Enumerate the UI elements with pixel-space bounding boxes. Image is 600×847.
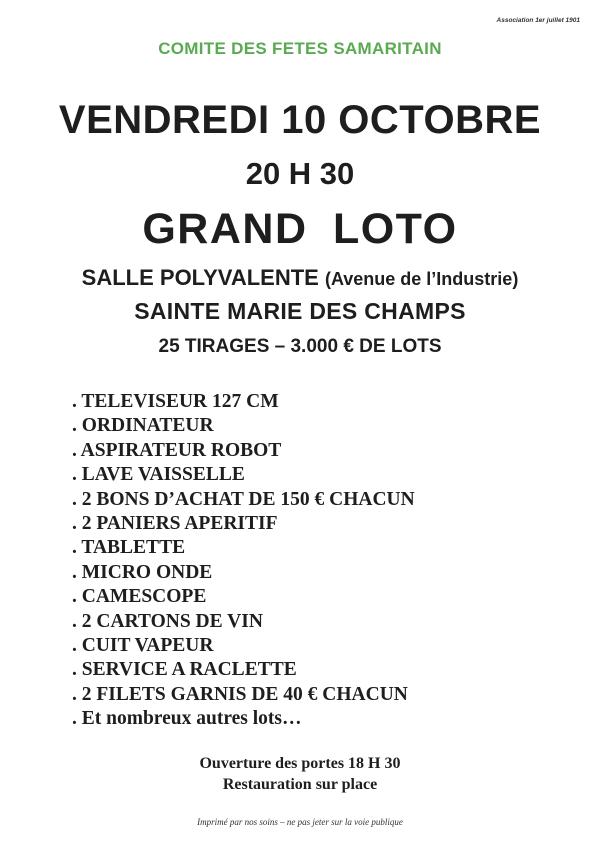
prize-item: . MICRO ONDE (72, 561, 213, 583)
prize-item: . SERVICE A RACLETTE (72, 659, 297, 681)
prize-item: . 2 FILETS GARNIS DE 40 € CHACUN (72, 683, 408, 705)
draws-summary: 25 TIRAGES – 3.000 € DE LOTS (158, 336, 442, 357)
venue-name: SALLE POLYVALENTE (81, 265, 319, 290)
organizer-name: COMITE DES FETES SAMARITAIN (158, 39, 442, 58)
prize-item: . LAVE VAISSELLE (72, 464, 245, 486)
printer-note: Imprimé par nos soins – ne pas jeter sur la voie publique (197, 817, 403, 827)
prize-list (72, 390, 415, 731)
event-town: SAINTE MARIE DES CHAMPS (134, 298, 466, 324)
event-date: VENDREDI 10 OCTOBRE (58, 98, 542, 142)
prize-item: . TABLETTE (72, 537, 186, 559)
doors-open: Ouverture des portes 18 H 30 (199, 755, 401, 772)
prize-item: . ORDINATEUR (72, 415, 214, 437)
event-time: 20 H 30 (245, 156, 355, 191)
prize-item: . 2 CARTONS DE VIN (72, 610, 263, 632)
event-title: GRAND LOTO (142, 205, 458, 253)
prize-item: . TELEVISEUR 127 CM (72, 391, 279, 412)
prize-item: . CAMESCOPE (72, 586, 207, 608)
prize-item: . CUIT VAPEUR (72, 634, 214, 656)
prize-item: . 2 PANIERS APERITIF (72, 512, 278, 534)
venue-line (0, 265, 600, 291)
catering-note: Restauration sur place (222, 776, 378, 793)
prize-item: . ASPIRATEUR ROBOT (72, 439, 282, 461)
prize-item: . 2 BONS D’ACHAT DE 150 € CHACUN (72, 488, 415, 510)
association-note: Association 1er juillet 1901 (496, 17, 580, 24)
prize-item: . Et nombreux autres lots… (72, 708, 302, 730)
venue-address: (Avenue de l’Industrie) (324, 269, 519, 289)
